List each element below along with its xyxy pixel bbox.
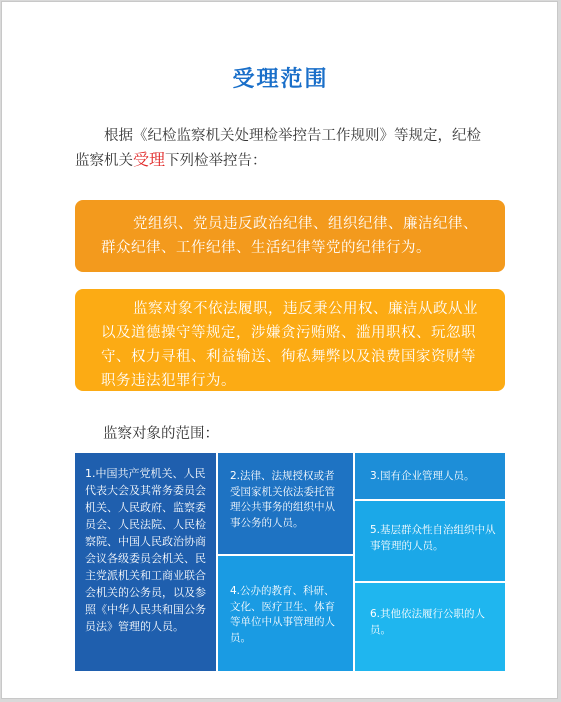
scope-item-3: 3.国有企业管理人员。 bbox=[355, 453, 505, 499]
scope-item-2: 2.法律、法规授权或者受国家机关依法委托管理公共事务的组织中从事公务的人员。 bbox=[218, 453, 353, 554]
intro-text-after: 下列检举控告： bbox=[165, 153, 267, 169]
discipline-violation-box: 党组织、党员违反政治纪律、组织纪律、廉洁纪律、群众纪律、工作纪律、生活纪律等党的纪律行为。 bbox=[75, 200, 505, 272]
scope-heading: 监察对象的范围： bbox=[103, 426, 219, 442]
scope-item-6: 6.其他依法履行公职的人员。 bbox=[355, 583, 505, 671]
scope-item-1: 1.中国共产党机关、人民代表大会及其常务委员会机关、人民政府、监察委员会、人民法院、人民检察院、中国人民政治协商会议各级委员会机关、民主党派机关和工商业联合会机关的公务员，以及参照《中华人民共和国公务员法》管理的人员。 bbox=[75, 453, 216, 671]
intro-paragraph bbox=[75, 125, 493, 173]
scope-grid bbox=[75, 453, 505, 671]
intro-highlight: 受理 bbox=[133, 150, 166, 169]
duty-violation-box: 监察对象不依法履职，违反秉公用权、廉洁从政从业以及道德操守等规定，涉嫌贪污贿赂、滥用职权、玩忽职守、权力寻租、利益输送、徇私舞弊以及浪费国家资财等职务违法犯罪行为。 bbox=[75, 289, 505, 391]
page bbox=[1, 1, 558, 699]
intro-text-before: 根据《纪检监察机关处理检举控告工作规则》等规定，纪检监察机关 bbox=[75, 128, 481, 169]
page-title: 受理范围 bbox=[232, 67, 329, 92]
scope-item-5: 5.基层群众性自治组织中从事管理的人员。 bbox=[355, 501, 505, 581]
scope-item-4: 4.公办的教育、科研、文化、医疗卫生、体育等单位中从事管理的人员。 bbox=[218, 556, 353, 671]
